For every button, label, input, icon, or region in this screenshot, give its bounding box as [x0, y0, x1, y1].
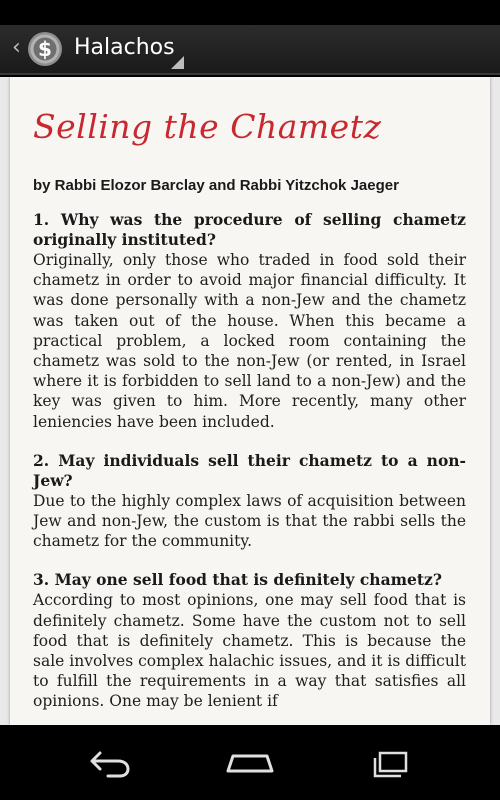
- qa-item: [33, 451, 466, 552]
- qa-item: [33, 570, 466, 711]
- answer-2: Due to the highly complex laws of acquisition between Jew and non-Jew, the custom is that the rabbi sells the chametz for the community.: [33, 491, 466, 551]
- byline: by Rabbi Elozor Barclay and Rabbi Yitzchok Jaeger: [33, 177, 399, 194]
- back-button[interactable]: [80, 741, 140, 783]
- article-title: Selling the Chametz: [33, 107, 382, 146]
- article: [33, 105, 466, 725]
- navigation-bar: [0, 725, 500, 800]
- home-icon: [220, 741, 280, 783]
- answer-1: Originally, only those who traded in food sold their chametz in order to avoid major financial difficulty. It was done personally with a non-Jew and the chametz was taken out of the house. When this became a practical problem, a locked room containing the chametz was sold to the non-Jew (or rented, in Israel where it is forbidden to sell land to a non-Jew) and the key was given to him. More recently, many other leniencies have been included.: [33, 251, 466, 431]
- spinner-indicator-icon[interactable]: [171, 56, 184, 69]
- app-title[interactable]: Halachos: [74, 35, 175, 60]
- home-button[interactable]: [220, 741, 280, 783]
- article-paper[interactable]: [10, 77, 490, 725]
- recent-apps-button[interactable]: [360, 741, 420, 783]
- up-caret-icon[interactable]: ‹: [12, 35, 21, 60]
- back-icon: [80, 741, 140, 783]
- svg-text:$: $: [38, 37, 52, 61]
- question-3: 3. May one sell food that is definitely chametz?: [33, 570, 442, 590]
- recent-apps-icon: [360, 741, 420, 783]
- action-bar: [0, 25, 500, 75]
- status-bar: [0, 0, 500, 25]
- question-1: 1. Why was the procedure of selling chametz originally instituted?: [33, 210, 466, 249]
- answer-3: According to most opinions, one may sell food that is definitely chametz. Some have the custom not to sell food that is definitely chametz. This is because the sale involves complex halachic issues, and it is difficult to fulfill the requirements in a way that satisfies all opinions. One may be lenient if: [33, 591, 466, 711]
- content-frame: [0, 77, 500, 725]
- s-coin-icon[interactable]: [26, 30, 64, 68]
- qa-item: [33, 210, 466, 432]
- question-2: 2. May individuals sell their chametz to a non-Jew?: [33, 450, 466, 490]
